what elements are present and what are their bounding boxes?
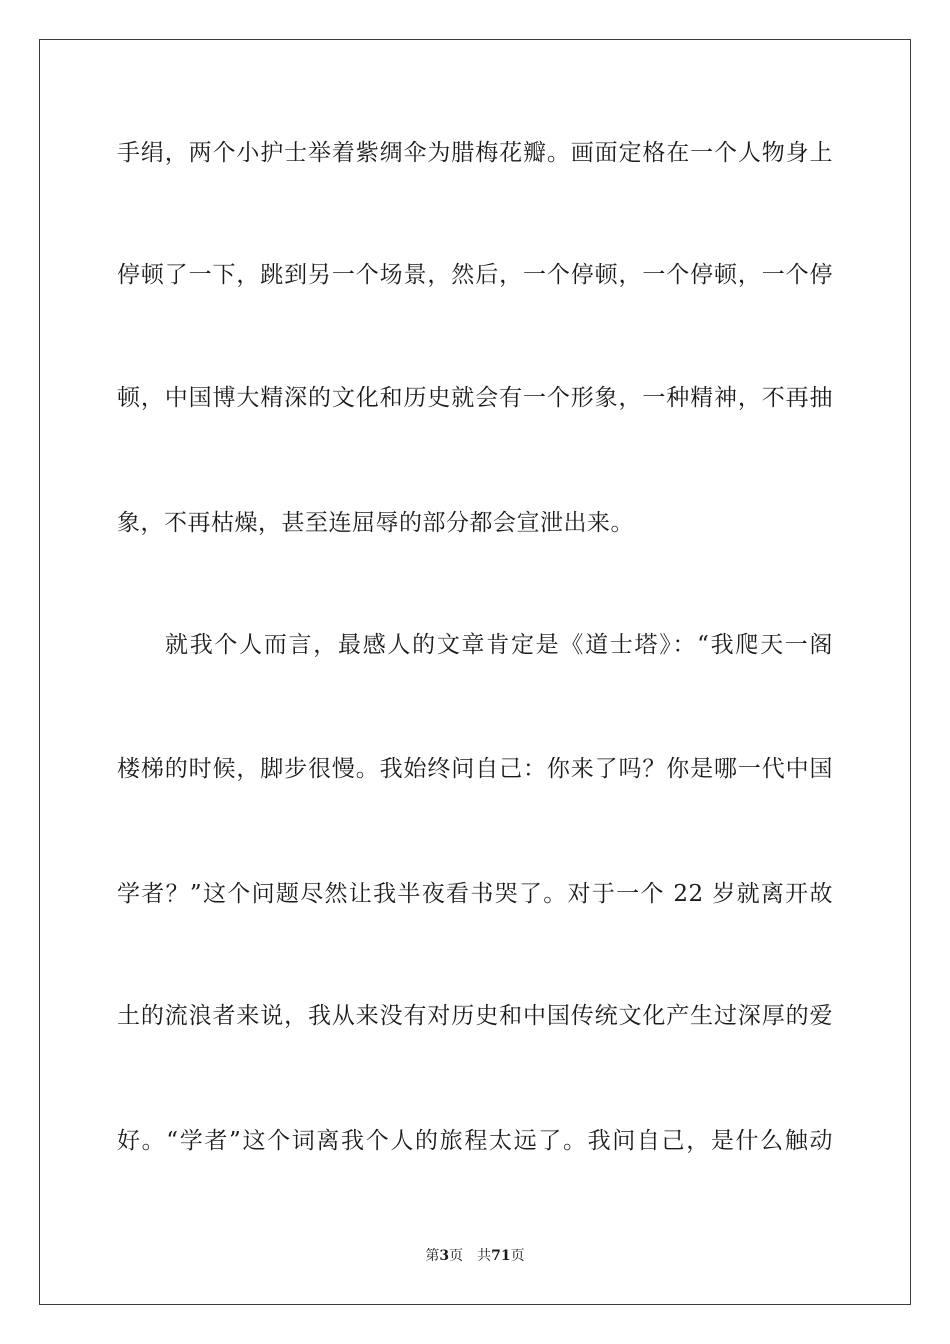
body-line-9: 好。“学者”这个词离我个人的旅程太远了。我问自己，是什么触动 <box>117 1128 833 1154</box>
body-line-5: 就我个人而言，最感人的文章肯定是《道士塔》：“我爬天一阁 <box>165 632 833 658</box>
body-line-2: 停顿了一下，跳到另一个场景，然后，一个停顿，一个停顿，一个停 <box>117 262 833 288</box>
footer-total-prefix: 共 <box>477 1248 492 1264</box>
footer-page-prefix: 第 <box>425 1248 440 1264</box>
body-line-7: 学者？”这个问题尽然让我半夜看书哭了。对于一个 22 岁就离开故 <box>117 881 833 907</box>
body-line-4: 象，不再枯燥，甚至连屈辱的部分都会宣泄出来。 <box>117 510 634 536</box>
page-border <box>39 39 911 1305</box>
body-line-6: 楼梯的时候，脚步很慢。我始终问自己：你来了吗？你是哪一代中国 <box>117 756 833 782</box>
body-line-3: 顿，中国博大精深的文化和历史就会有一个形象，一种精神，不再抽 <box>117 385 833 411</box>
body-line-8: 土的流浪者来说，我从来没有对历史和中国传统文化产生过深厚的爱 <box>117 1003 833 1029</box>
page-footer <box>0 1246 950 1266</box>
footer-total-number: 71 <box>491 1248 511 1264</box>
footer-page-suffix: 页 <box>449 1248 464 1264</box>
footer-total-suffix: 页 <box>510 1248 525 1264</box>
footer-page-number: 3 <box>439 1248 450 1264</box>
body-line-1: 手绢，两个小护士举着紫绸伞为腊梅花瓣。画面定格在一个人物身上 <box>117 140 833 166</box>
